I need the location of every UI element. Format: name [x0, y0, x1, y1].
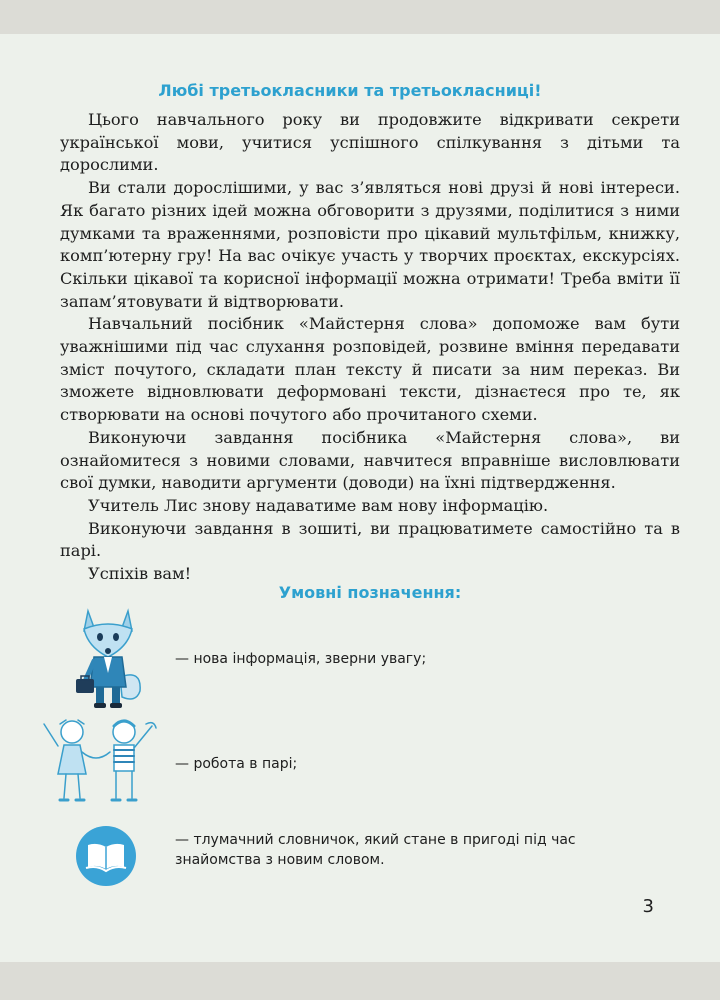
intro-text — [60, 109, 680, 586]
page-number: 3 — [642, 896, 654, 917]
legend-item-dictionary: — тлумачний словничок, який стане в пригоді під час знайомства з новим словом. — [175, 832, 576, 868]
paragraph: Виконуючи завдання посібника «Майстерня слова», ви ознайомитеся з новими словами, навчитеся вправніше висловлювати свої думки, наводити аргументи (доводи) на їхні підтвердження. — [60, 427, 680, 493]
paragraph: Учитель Лис знову надаватиме вам нову інформацію. — [88, 495, 549, 515]
paragraph: Навчальний посібник «Майстерня слова» допоможе вам бути уважнішими під час слухання розповідей, розвине вміння передавати зміст почутого, складати план тексту й писати за ним переказ. Ви зможете відновлювати деформовані тексти, дізнаєтеся про те, як створювати на основі почутого або прочитаного схеми. — [60, 314, 680, 425]
legend-item-pair-work: — робота в парі; — [175, 756, 298, 772]
textbook-page — [0, 34, 720, 962]
legend-title: Умовні позначення: — [278, 583, 462, 602]
paragraph: Цього навчального року ви продовжите відкривати секрети української мови, учитися успішного спілкування з дітьми та дорослими. — [60, 110, 680, 175]
paragraph: Успіхів вам! — [88, 564, 192, 584]
pair-work-icon — [36, 712, 160, 808]
paragraph: Виконуючи завдання в зошиті, ви працюватимете самостійно та в парі. — [60, 518, 680, 561]
dictionary-book-icon — [75, 825, 137, 887]
fox-teacher-icon — [70, 607, 150, 711]
page-heading: Любі третьокласники та третьокласниці! — [158, 81, 542, 100]
legend-item-new-info: — нова інформація, зверни увагу; — [175, 651, 427, 667]
paragraph: Ви стали дорослішими, у вас з’являться нові друзі й нові інтереси. Як багато різних ідей можна обговорити з друзями, поділитися з ними думками та враженнями, розповісти про цікавий мультфільм, книжку, комп’ютерну гру! На вас очікує участь у творчих проєктах, екскурсіях. Скільки цікавої та корисної інформації можна отримати! Треба вміти її запам’ятовувати й відтворювати. — [60, 178, 680, 311]
